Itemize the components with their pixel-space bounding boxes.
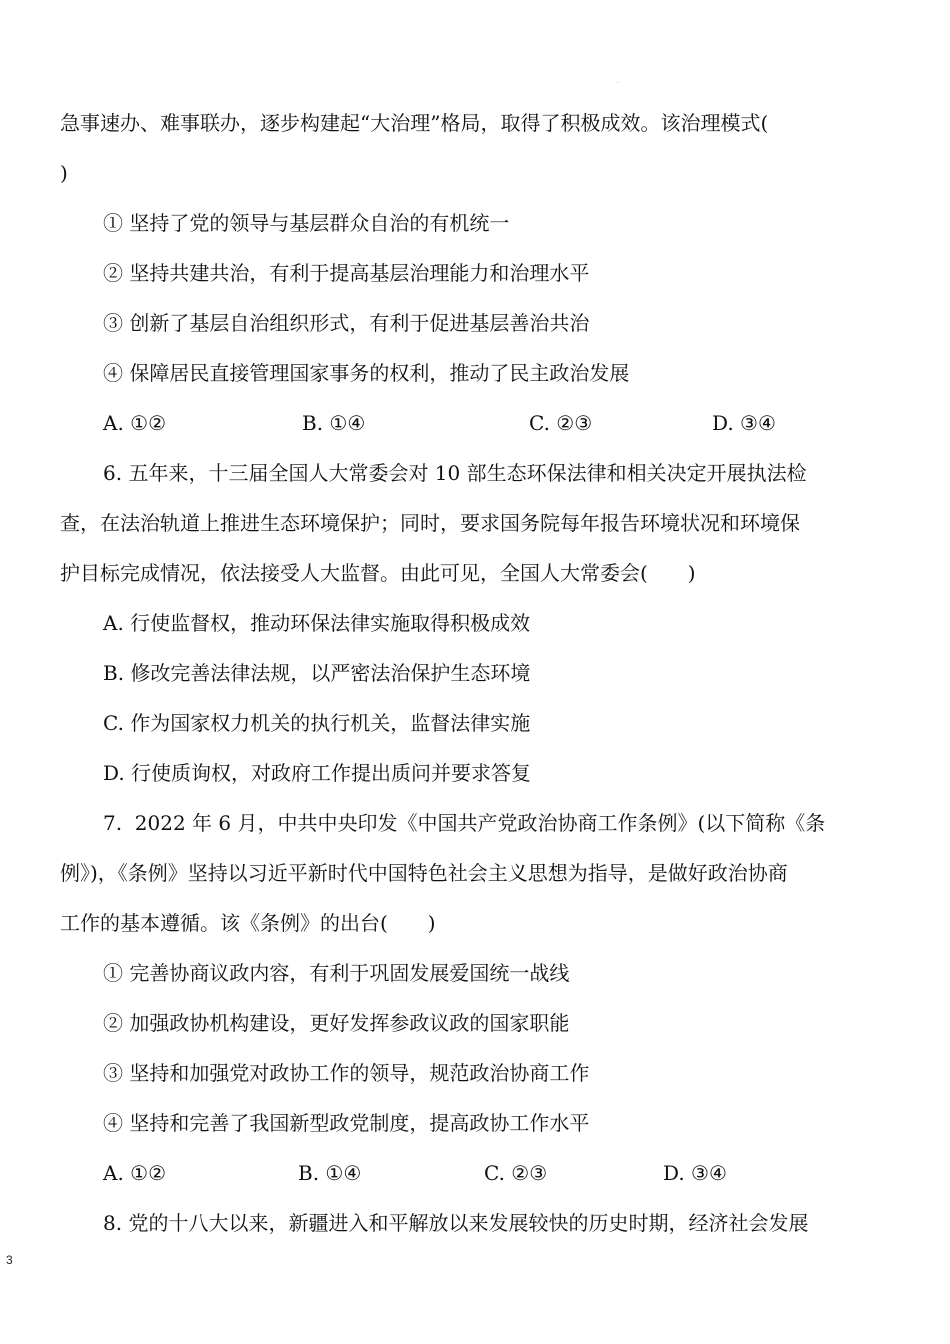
q7-option-a: A. ①② bbox=[103, 1161, 167, 1185]
q6-option-c: C. 作为国家权力机关的执行机关，监督法律实施 bbox=[103, 711, 531, 735]
q5-option-a: A. ①② bbox=[103, 411, 167, 435]
q6-option-b: B. 修改完善法律法规，以严密法治保护生态环境 bbox=[103, 661, 531, 685]
q6-stem-line-2: 查，在法治轨道上推进生态环境保护；同时，要求国务院每年报告环境状况和环境保 bbox=[60, 511, 800, 535]
q7-statement-4: ④ 坚持和完善了我国新型政党制度，提高政协工作水平 bbox=[103, 1111, 590, 1135]
q7-stem-line-1: 7. 2022 年 6 月，中共中央印发《中国共产党政治协商工作条例》(以下简称《条 bbox=[103, 811, 826, 835]
page-number: 3 bbox=[6, 1253, 13, 1267]
scan-dot: . bbox=[617, 78, 619, 85]
q7-option-d: D. ③④ bbox=[663, 1161, 727, 1185]
q7-stem-line-3: 工作的基本遵循。该《条例》的出台( ) bbox=[60, 911, 436, 935]
q5-option-b: B. ①④ bbox=[302, 411, 366, 435]
q6-stem-line-1: 6. 五年来，十三届全国人大常委会对 10 部生态环保法律和相关决定开展执法检 bbox=[103, 461, 807, 485]
q5-option-c: C. ②③ bbox=[529, 411, 593, 435]
q5-statement-3: ③ 创新了基层自治组织形式，有利于促进基层善治共治 bbox=[103, 311, 590, 335]
q7-stem-line-2: 例》)，《条例》坚持以习近平新时代中国特色社会主义思想为指导，是做好政治协商 bbox=[60, 861, 788, 885]
q5-option-d: D. ③④ bbox=[712, 411, 776, 435]
q5-stem-line-2: ) bbox=[60, 161, 68, 185]
q5-stem-line-1: 急事速办、难事联办，逐步构建起“大治理”格局，取得了积极成效。该治理模式( bbox=[60, 111, 769, 135]
q7-statement-2: ② 加强政协机构建设，更好发挥参政议政的国家职能 bbox=[103, 1011, 570, 1035]
q6-stem-line-3: 护目标完成情况，依法接受人大监督。由此可见，全国人大常委会( ) bbox=[60, 561, 696, 585]
q5-statement-4: ④ 保障居民直接管理国家事务的权利，推动了民主政治发展 bbox=[103, 361, 630, 385]
q7-option-b: B. ①④ bbox=[298, 1161, 362, 1185]
q7-option-c: C. ②③ bbox=[484, 1161, 548, 1185]
q7-statement-1: ① 完善协商议政内容，有利于巩固发展爱国统一战线 bbox=[103, 961, 570, 985]
q8-stem-line-1: 8. 党的十八大以来，新疆进入和平解放以来发展较快的历史时期，经济社会发展 bbox=[103, 1211, 809, 1235]
q5-statement-2: ② 坚持共建共治，有利于提高基层治理能力和治理水平 bbox=[103, 261, 590, 285]
q6-option-d: D. 行使质询权，对政府工作提出质问并要求答复 bbox=[103, 761, 532, 785]
q5-statement-1: ① 坚持了党的领导与基层群众自治的有机统一 bbox=[103, 211, 510, 235]
q7-statement-3: ③ 坚持和加强党对政协工作的领导，规范政治协商工作 bbox=[103, 1061, 590, 1085]
q6-option-a: A. 行使监督权，推动环保法律实施取得积极成效 bbox=[103, 611, 531, 635]
